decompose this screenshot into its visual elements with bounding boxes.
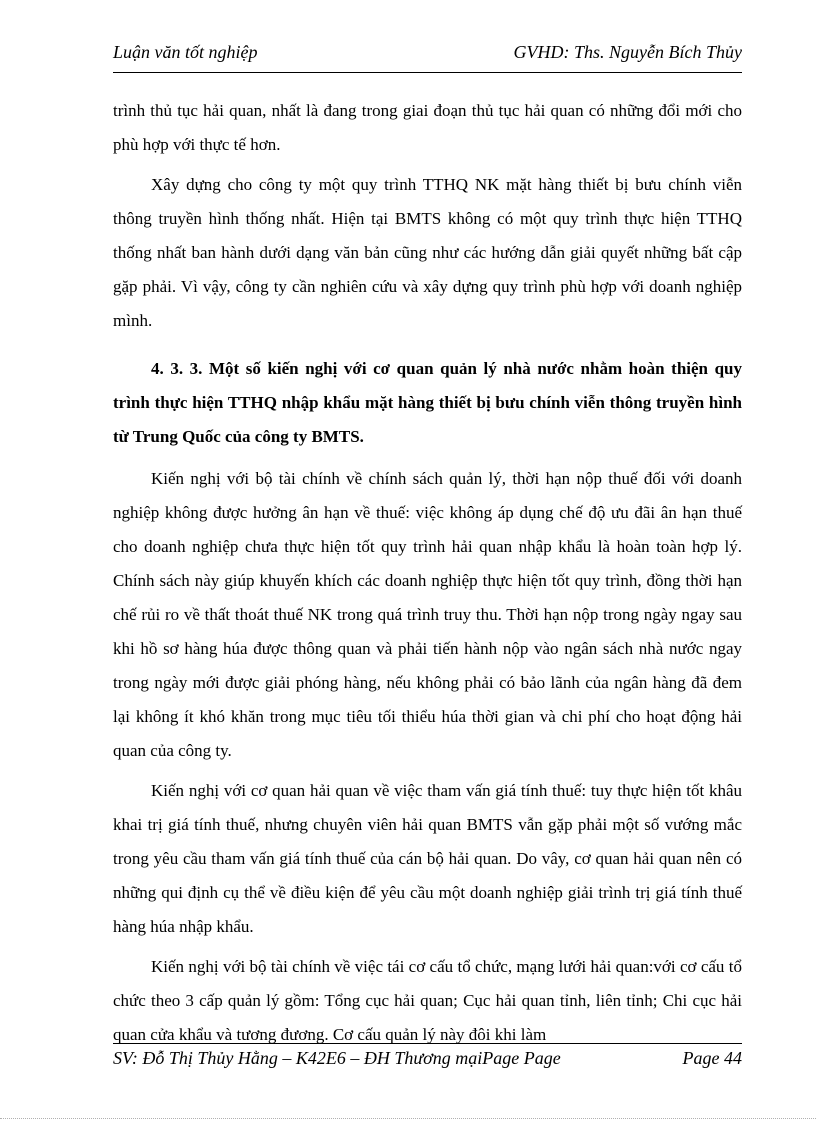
- student-info: SV: Đỗ Thị Thủy Hằng – K42E6 – ĐH Thương mạiPage Page: [113, 1048, 561, 1068]
- thesis-title: Luận văn tốt nghiệp: [113, 42, 258, 62]
- page-bottom-edge: [0, 1118, 816, 1119]
- paragraph-continuation: trình thủ tục hải quan, nhất là đang trong giai đoạn thủ tục hải quan có những đổi mới cho phù hợp với thực tế hơn.: [113, 101, 742, 154]
- page-body: [113, 94, 742, 1052]
- supervisor-name: GVHD: Ths. Nguyễn Bích Thủy: [513, 42, 742, 62]
- paragraph-process-proposal: Xây dựng cho công ty một quy trình TTHQ NK mặt hàng thiết bị bưu chính viễn thông truyền hình thống nhất. Hiện tại BMTS không có một quy trình thực hiện TTHQ thống nhất ban hành dưới dạng văn bản cũng như các hướng dẫn giải quyết những bất cập gặp phải. Vì vậy, công ty cần nghiên cứu và xây dựng quy trình phù hợp với doanh nghiệp mình.: [113, 175, 742, 330]
- page-number: Page 44: [682, 1048, 742, 1068]
- paragraph-tax-deadline: Kiến nghị với bộ tài chính về chính sách quản lý, thời hạn nộp thuế đối với doanh nghiệp không được hưởng ân hạn về thuế: việc không áp dụng chế độ ưu đãi ân hạn thuế cho doanh nghiệp chưa thực hiện tốt quy trình hải quan nhập khẩu là hoàn toàn hợp lý. Chính sách này giúp khuyến khích các doanh nghiệp thực hiện tốt quy trình, đồng thời hạn chế rủi ro về thất thoát thuế NK trong quá trình truy thu. Thời hạn nộp trong ngày ngay sau khi hồ sơ hàng húa được thông quan và phải tiến hành nộp vào ngân sách nhà nước ngay trong ngày mới được giải phóng hàng, nếu không phải có bảo lãnh của ngân hàng đã đem lại không ít khó khăn trong mục tiêu tối thiểu húa thời gian và chi phí cho hoạt động hải quan của công ty.: [113, 469, 742, 760]
- page-footer: [113, 1043, 742, 1076]
- section-heading: 4. 3. 3. Một số kiến nghị với cơ quan quản lý nhà nước nhằm hoàn thiện quy trình thực hiện TTHQ nhập khẩu mặt hàng thiết bị bưu chính viễn thông truyền hình từ Trung Quốc của công ty BMTS.: [113, 359, 742, 446]
- paragraph-restructuring: Kiến nghị với bộ tài chính về việc tái cơ cấu tổ chức, mạng lưới hải quan:với cơ cấu tổ chức theo 3 cấp quản lý gồm: Tổng cục hải quan; Cục hải quan tỉnh, liên tỉnh; Chi cục hải quan cửa khẩu và tương đương. Cơ cấu quản lý này đôi khi làm: [113, 957, 742, 1044]
- page-header: [113, 38, 742, 73]
- paragraph-price-consultation: Kiến nghị với cơ quan hải quan về việc tham vấn giá tính thuế: tuy thực hiện tốt khâu khai trị giá tính thuế, nhưng chuyên viên hải quan BMTS vẫn gặp phải một số vướng mắc trong yêu cầu tham vấn giá tính thuế của cán bộ hải quan. Do vây, cơ quan hải quan nên có những qui định cụ thể về điều kiện để yêu cầu một doanh nghiệp giải trình trị giá tính thuế hàng húa nhập khẩu.: [113, 781, 742, 936]
